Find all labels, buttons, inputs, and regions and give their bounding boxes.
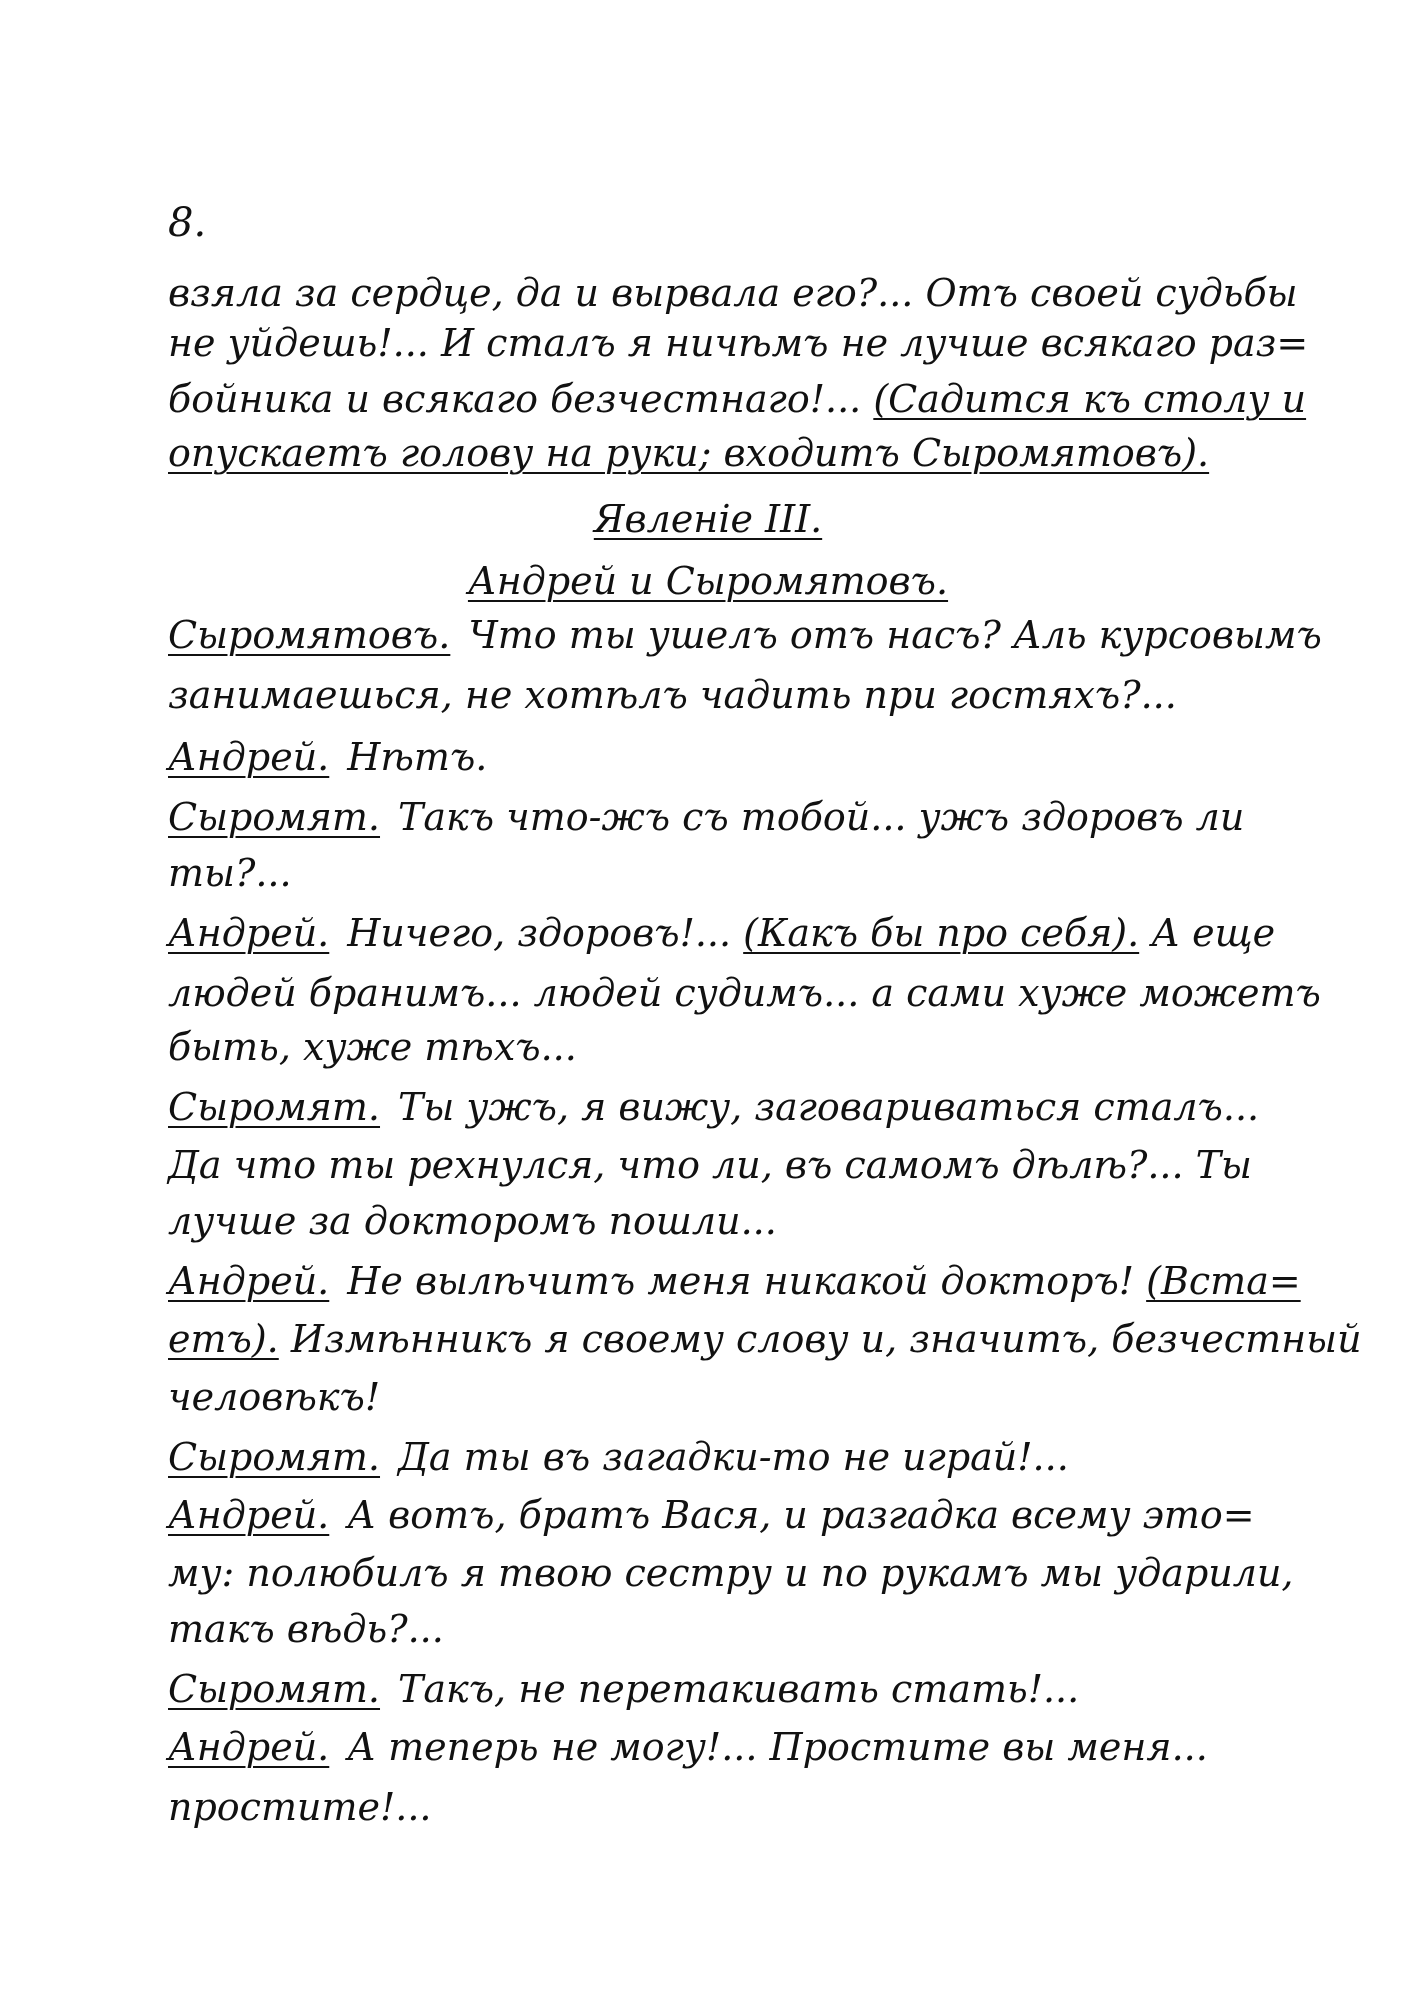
speaker: Сыромятовъ. bbox=[168, 613, 451, 657]
scene-characters: Андрей и Сыромятовъ. bbox=[467, 559, 949, 603]
speaker: Сыромят. bbox=[168, 1085, 381, 1129]
line-21: Сыромят. Да ты въ загадки-то не играй!... bbox=[168, 1435, 1069, 1479]
line-4 bbox=[168, 428, 1278, 478]
line-23: му: полюбилъ я твою сестру и по рукамъ мы ударили, bbox=[168, 1551, 1294, 1595]
line-16: Да что ты рехнулся, что ли, въ самомъ дѣлѣ?... Ты bbox=[168, 1143, 1252, 1187]
line-17: лучше за докторомъ пошли... bbox=[168, 1199, 777, 1243]
stage-direction: (Вста= bbox=[1146, 1259, 1301, 1303]
line-3: бойника и всякаго безчестнаго!... (Садится къ столу и bbox=[168, 377, 1307, 421]
speaker: Сыромят. bbox=[168, 795, 381, 839]
line-25: Сыромят. Такъ, не перетакивать стать!... bbox=[168, 1667, 1080, 1711]
line-15: Сыромят. Ты ужъ, я вижу, заговариваться сталъ... bbox=[168, 1085, 1260, 1129]
speaker: Сыромят. bbox=[168, 1667, 381, 1711]
line-19: етъ). Измѣнникъ я своему слову и, значитъ, безчестный bbox=[168, 1317, 1362, 1361]
stage-direction: (Садится къ столу и bbox=[873, 377, 1307, 421]
speaker: Андрей. bbox=[168, 1725, 330, 1769]
speaker: Андрей. bbox=[168, 1259, 330, 1303]
line-27: простите!... bbox=[168, 1785, 432, 1829]
line-10: Сыромят. Такъ что-жъ съ тобой... ужъ здоровъ ли bbox=[168, 795, 1245, 839]
scene-heading: Явленіе III. bbox=[593, 497, 823, 541]
stage-direction: (Какъ бы про себя). bbox=[743, 911, 1140, 955]
line-1: взяла за сердце, да и вырвала его?... Отъ своей судьбы bbox=[168, 271, 1298, 315]
stage-direction: етъ). bbox=[168, 1317, 279, 1361]
speaker: Андрей. bbox=[168, 1493, 330, 1537]
line-7: Сыромятовъ. Что ты ушелъ отъ насъ? Аль курсовымъ bbox=[168, 613, 1322, 657]
line-11: ты?... bbox=[168, 851, 292, 895]
stage-direction: опускаетъ голову на руки; входитъ Сыромятовъ). bbox=[168, 431, 1210, 475]
line-8: занимаешься, не хотѣлъ чадить при гостяхъ?... bbox=[168, 673, 1177, 717]
speaker: Андрей. bbox=[168, 911, 330, 955]
line-26: Андрей. А теперь не могу!... Простите вы меня... bbox=[168, 1725, 1208, 1769]
line-18: Андрей. Не вылѣчитъ меня никакой докторъ! (Вста= bbox=[168, 1259, 1301, 1303]
line-9: Андрей. Нѣтъ. bbox=[168, 735, 488, 779]
speaker: Сыромят. bbox=[168, 1435, 381, 1479]
line-12: Андрей. Ничего, здоровъ!... (Какъ бы про себя). А еще bbox=[168, 911, 1276, 955]
line-22: Андрей. А вотъ, братъ Вася, и разгадка всему это= bbox=[168, 1493, 1255, 1537]
line-2: не уйдешь!... И сталъ я ничѣмъ не лучше всякаго раз= bbox=[168, 321, 1309, 365]
page-number: 8. bbox=[168, 200, 207, 246]
line-24: такъ вѣдь?... bbox=[168, 1607, 444, 1651]
speaker: Андрей. bbox=[168, 735, 330, 779]
line-14: быть, хуже тѣхъ... bbox=[168, 1025, 577, 1069]
line-20: человѣкъ! bbox=[168, 1375, 381, 1419]
line-13: людей бранимъ... людей судимъ... а сами хуже можетъ bbox=[168, 971, 1321, 1015]
